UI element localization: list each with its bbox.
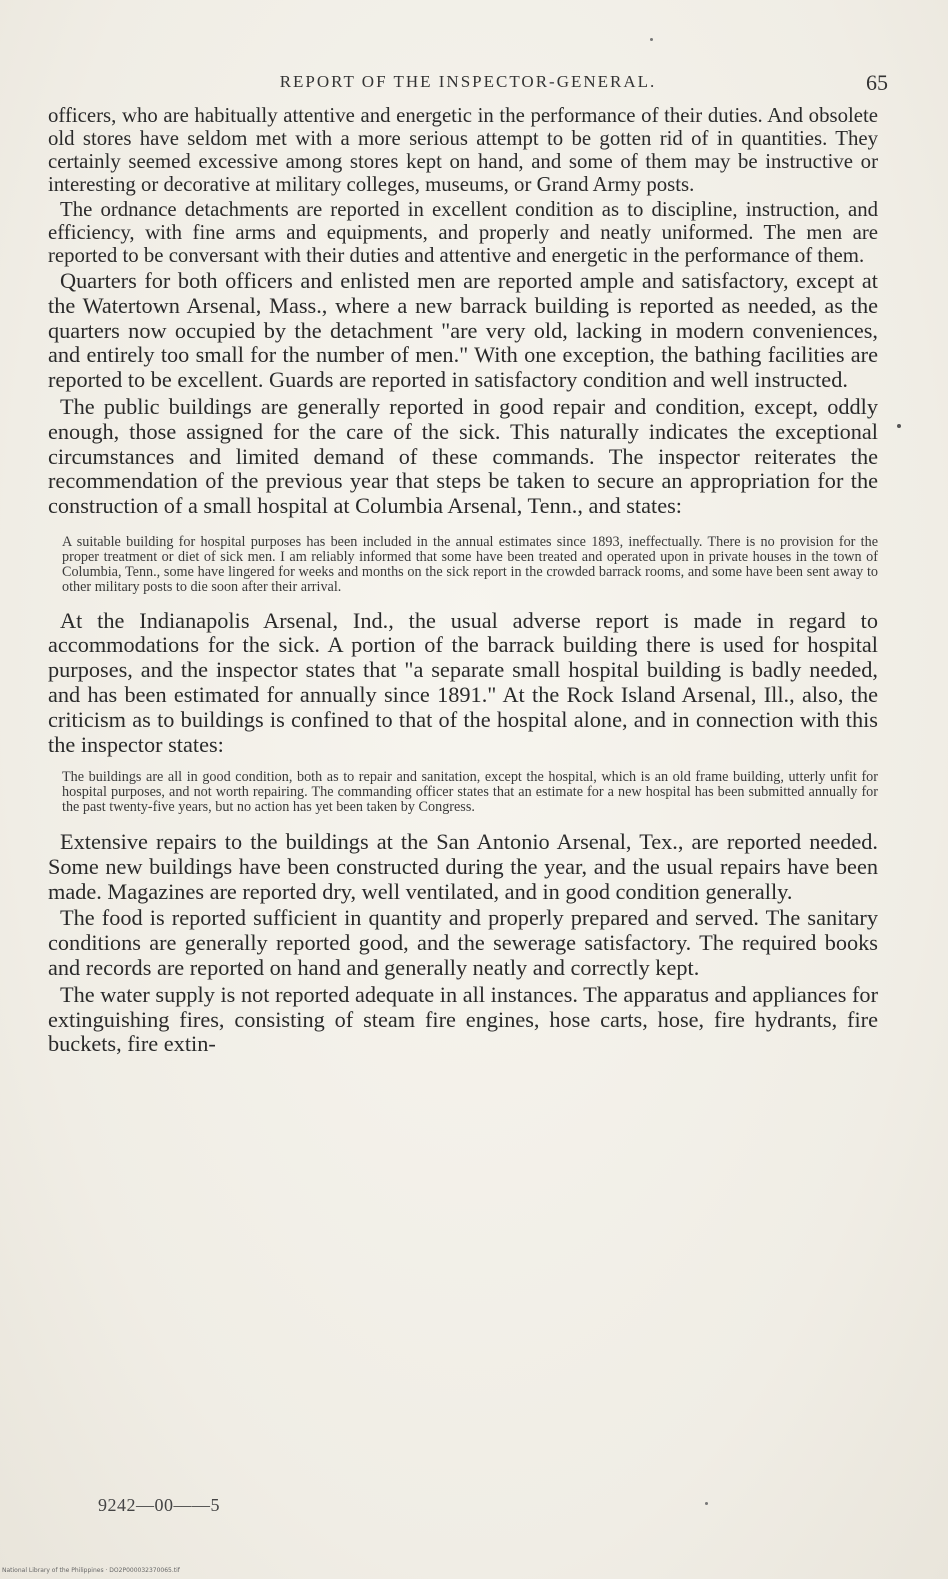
paragraph: At the Indianapolis Arsenal, Ind., the usual adverse report is made in regard to accommodations for the sick. A portion of the barrack building there is used for hospital purposes, and the inspector states that "a separate small hospital building is badly needed, and has been estimated for annually since 1891." At the Rock Island Arsenal, Ill., also, the criticism as to buildings is confined to that of the hospital alone, and in connection with this the inspector states:: [48, 607, 878, 757]
paragraph: Extensive repairs to the buildings at the San Antonio Arsenal, Tex., are reported needed. Some new buildings have been constructed during the year, and the usual repairs have been made. Magazines are reported dry, well ventilated, and in good condition generally.: [48, 829, 878, 904]
paragraph: The water supply is not reported adequate in all instances. The apparatus and appliances for extinguishing fires, consisting of steam fire engines, hose carts, hose, fire hydrants, fire buckets, fire extin-: [48, 981, 878, 1057]
paragraph: The food is reported sufficient in quantity and properly prepared and served. The sanitary conditions are generally reported good, and the sewerage satisfactory. The required books and records are reported on hand and generally neatly and correctly kept.: [48, 905, 878, 981]
block-quote: A suitable building for hospital purposes has been included in the annual estimates since 1893, ineffectually. There is no provision for the proper treatment or diet of sick men. I am reliably informed that some have been treated and operated upon in private houses in the town of Columbia, Tenn., some have lingered for weeks and months on the sick report in the crowded barrack rooms, and some have been sent away to other military posts to die soon after their arrival.: [62, 533, 878, 595]
page-header: [48, 70, 888, 104]
paper-speck: [650, 38, 653, 41]
page-number: 65: [866, 70, 888, 95]
block-quote: The buildings are all in good condition, both as to repair and sanitation, except the hospital, which is an old frame building, utterly unfit for hospital purposes, and not worth repairing. The commanding officer states that an estimate for a new hospital has been submitted annually for the past twenty-five years, but no action has yet been taken by Congress.: [62, 769, 878, 816]
body-text: [48, 104, 878, 1059]
printer-signature: 9242—00——5: [98, 1495, 220, 1515]
paper-speck: [897, 424, 901, 428]
running-head: REPORT OF THE INSPECTOR-GENERAL.: [279, 72, 657, 91]
paragraph: The public buildings are generally reported in good repair and condition, except, oddly enough, those assigned for the care of the sick. This naturally indicates the exceptional circumstances and limited demand of these commands. The inspector reiterates the recommendation of the previous year that steps be taken to secure an appropriation for the construction of a small hospital at Columbia Arsenal, Tenn., and states:: [48, 393, 878, 519]
paragraph: officers, who are habitually attentive and energetic in the performance of their duties. And obsolete old stores have seldom met with a more serious attempt to be gotten rid of in quantities. They certainly seemed excessive among stores kept on hand, and some of them may be instructive or interesting or decorative at military colleges, museums, or Grand Army posts.: [48, 104, 878, 196]
footer-watermark: National Library of the Philippines · DO2P000032370065.tif: [2, 1567, 180, 1574]
paragraph: Quarters for both officers and enlisted men are reported ample and satisfactory, except at the Watertown Arsenal, Mass., where a new barrack building is reported as needed, as the quarters now occupied by the detachment "are very old, lacking in modern conveniences, and entirely too small for the number of men." With one exception, the bathing facilities are reported to be excellent. Guards are reported in satisfactory condition and well instructed.: [48, 268, 878, 393]
paper-speck: [705, 1502, 708, 1505]
paragraph: The ordnance detachments are reported in excellent condition as to discipline, instruction, and efficiency, with fine arms and equipments, and properly and neatly uniformed. The men are reported to be conversant with their duties and attentive and energetic in the performance of them.: [48, 198, 878, 267]
